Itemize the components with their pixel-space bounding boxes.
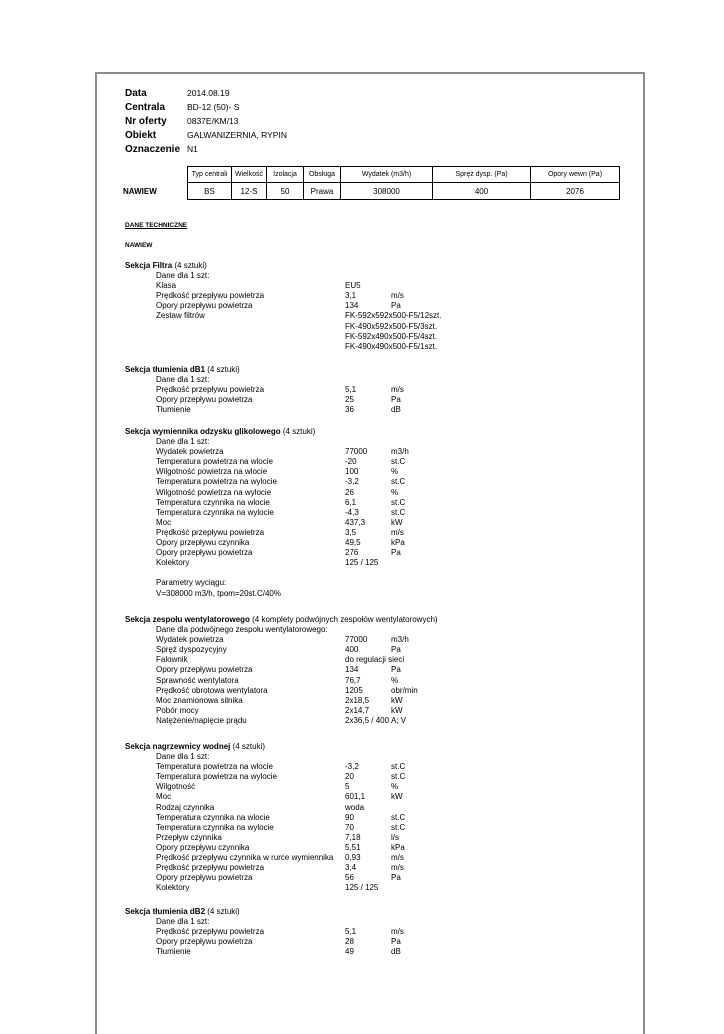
table-cell: 50 — [267, 183, 304, 200]
param-value: 3,4 — [345, 863, 357, 873]
table-cell: BS — [188, 183, 232, 200]
param-row — [125, 507, 406, 518]
param-value: do regulacji sieci — [345, 655, 405, 665]
param-row — [125, 477, 406, 487]
param-row — [125, 321, 438, 332]
param-row — [125, 437, 315, 447]
param-row — [125, 375, 240, 385]
param-unit: kPa — [391, 842, 405, 852]
param-row — [125, 696, 438, 706]
param-label: Dane dla 1 szt: — [156, 917, 210, 927]
param-unit: A; V — [391, 715, 407, 725]
param-row — [125, 341, 438, 352]
param-unit: st.C — [391, 507, 406, 517]
param-value: 3,5 — [345, 527, 357, 537]
param-row — [125, 706, 438, 716]
param-value: 134 — [345, 301, 359, 311]
section-0 — [125, 261, 442, 352]
param-label: Prędkość przepływu czynnika w rurce wymiennika — [156, 853, 334, 863]
param-value: 70 — [345, 822, 354, 832]
param-label: Spręż dyspozycyjny — [156, 645, 227, 655]
param-unit: st.C — [391, 812, 406, 822]
param-value: 276 — [345, 548, 359, 558]
param-row — [125, 927, 404, 937]
param-row — [125, 331, 438, 342]
header-value: 0837E/KM/13 — [187, 116, 239, 126]
param-row — [125, 802, 365, 813]
param-value: FK-490x592x500-F5/3szt. — [345, 321, 438, 331]
section-1 — [125, 365, 404, 415]
param-value: 437,3 — [345, 517, 366, 527]
param-label: Temperatura powietrza na wlocie — [156, 457, 273, 467]
header-label: Obiekt — [125, 130, 157, 141]
param-unit: dB — [391, 405, 401, 415]
param-label: Opory przepływu powietrza — [156, 937, 253, 947]
param-value: 36 — [345, 405, 354, 415]
header-row-obiekt — [125, 130, 287, 144]
param-row — [125, 548, 401, 558]
param-label: Wilgotność powietrza na wlocie — [156, 467, 268, 477]
param-label: Wilgotność powietrza na wylocie — [156, 487, 272, 497]
param-label: Wydatek powietrza — [156, 447, 224, 457]
header-row-data — [125, 88, 287, 102]
param-row — [125, 467, 399, 477]
section-title-text: Sekcja zespołu wentylatorowego — [125, 615, 250, 624]
param-row — [125, 497, 406, 508]
param-label: Temperatura czynnika na wylocie — [156, 507, 274, 517]
header-label: Oznaczenie — [125, 144, 181, 155]
section-title-extra: (4 sztuki) — [205, 907, 240, 916]
param-label: Temperatura powietrza na wylocie — [156, 772, 277, 782]
param-label: Prędkość przepływu powietrza — [156, 927, 265, 937]
param-unit: st.C — [391, 822, 406, 832]
param-row — [125, 883, 379, 893]
param-row — [125, 812, 406, 823]
param-row — [125, 762, 406, 772]
param-unit: Pa — [391, 645, 401, 655]
param-unit: m3/h — [391, 447, 409, 457]
param-unit: % — [391, 487, 399, 497]
param-row — [125, 716, 438, 726]
param-unit: m/s — [391, 863, 404, 873]
param-value: 5,1 — [345, 927, 357, 937]
param-label: Temperatura czynnika na wlocie — [156, 812, 270, 822]
param-value: 26 — [345, 487, 354, 497]
param-row — [125, 917, 240, 927]
param-row — [125, 635, 438, 645]
param-row — [125, 301, 401, 311]
param-value: 125 / 125 — [345, 558, 379, 568]
section-5 — [125, 907, 404, 957]
section-title — [125, 365, 240, 375]
param-label: Opory przepływu czynnika — [156, 538, 250, 548]
param-label: Moc znamionowa silnika — [156, 695, 243, 705]
table-header-cell: Typ centrali — [188, 167, 232, 183]
param-value: 77000 — [345, 447, 368, 457]
param-label: Temperatura czynnika na wylocie — [156, 822, 274, 832]
table-header-cell: Wydatek (m3/h) — [341, 167, 433, 183]
param-unit: st.C — [391, 497, 406, 507]
param-unit: kW — [391, 695, 403, 705]
section-title-extra: (4 sztuki) — [230, 742, 266, 751]
param-unit: Pa — [391, 301, 401, 311]
param-unit: m/s — [391, 291, 404, 301]
param-label: Wilgotność — [156, 782, 196, 792]
section-title-text: Sekcja Filtra — [125, 261, 173, 270]
param-row — [125, 792, 403, 802]
param-unit: m/s — [391, 385, 404, 395]
param-label: Dane dla 1 szt: — [156, 437, 210, 447]
table-cell: Prawa — [304, 183, 341, 200]
param-unit: Pa — [391, 395, 401, 405]
table-header-cell: Opory wewn (Pa) — [531, 167, 620, 183]
param-label: Opory przepływu czynnika — [156, 842, 250, 852]
section-title-text: Sekcja tłumienia dB2 — [125, 907, 206, 916]
param-label: Sprawność wentylatora — [156, 675, 239, 685]
section-3 — [125, 615, 438, 726]
section-note: Parametry wyciągu: — [156, 578, 227, 588]
param-value: 56 — [345, 873, 354, 883]
param-label: Prędkość obrotowa wentylatora — [156, 685, 268, 695]
header-block — [125, 88, 287, 158]
table-cell: 308000 — [341, 183, 433, 200]
param-value: FK-592x490x500-F5/4szt. — [345, 331, 438, 341]
table-header-cell: Spręż dysp. (Pa) — [433, 167, 531, 183]
summary-header-row — [123, 167, 620, 183]
param-row — [125, 517, 403, 528]
param-label: Rodzaj czynnika — [156, 802, 215, 812]
header-row-nr-oferty — [125, 116, 287, 130]
section-2 — [125, 427, 409, 599]
section-note — [125, 568, 315, 578]
param-row — [125, 271, 210, 281]
param-row — [125, 538, 405, 548]
header-row-centrala — [125, 102, 287, 116]
param-label: Prędkość przepływu powietrza — [156, 385, 265, 395]
param-unit: % — [391, 675, 399, 685]
param-value: 2x14,7 — [345, 705, 370, 715]
param-value: FK-490x490x500-F5/1szt. — [345, 341, 438, 351]
param-value: 6,1 — [345, 497, 357, 507]
param-value: -20 — [345, 457, 357, 467]
param-value: 3,1 — [345, 291, 357, 301]
param-unit: m/s — [391, 853, 404, 863]
param-unit: l/s — [391, 832, 399, 842]
param-label: Opory przepływu powietrza — [156, 395, 253, 405]
param-value: 0,93 — [345, 853, 361, 863]
table-header-cell: Izolacja — [267, 167, 304, 183]
param-value: 49,5 — [345, 538, 361, 548]
param-row — [125, 395, 401, 405]
param-row — [125, 782, 399, 792]
section-title-extra: (4 sztuki) — [280, 427, 316, 436]
table-corner — [123, 167, 188, 183]
param-row — [125, 527, 404, 538]
param-value: woda — [345, 802, 365, 812]
param-unit: kPa — [391, 538, 405, 548]
param-label: Moc — [156, 517, 172, 527]
param-label: Temperatura czynnika na wlocie — [156, 497, 270, 507]
section-title — [125, 907, 240, 917]
param-value: 125 / 125 — [345, 883, 379, 893]
param-label: Pobór mocy — [156, 705, 199, 715]
param-value: 90 — [345, 812, 354, 822]
param-value: 77000 — [345, 635, 368, 645]
param-value: 5 — [345, 782, 350, 792]
param-row — [125, 937, 401, 947]
param-value: FK-592x592x500-F5/12szt. — [345, 311, 442, 321]
param-value: -4,3 — [345, 507, 359, 517]
param-label: Temperatura powietrza na wlocie — [156, 762, 273, 772]
section-title-extra: (4 komplety podwójnych zespołów wentylatorowych) — [249, 615, 438, 624]
param-label: Prędkość przepływu powietrza — [156, 863, 265, 873]
param-unit: Pa — [391, 873, 401, 883]
summary-value-row — [123, 183, 620, 200]
param-row — [125, 625, 438, 635]
param-unit: obr/min — [391, 685, 418, 695]
param-label: Moc — [156, 792, 172, 802]
section-title — [125, 261, 207, 271]
header-label: Centrala — [125, 102, 166, 113]
param-unit: Pa — [391, 937, 401, 947]
param-value: -3,2 — [345, 477, 359, 487]
param-label: Natężenie/napięcie prądu — [156, 715, 247, 725]
param-row — [125, 947, 401, 957]
param-label: Klasa — [156, 281, 177, 291]
header-label: Data — [125, 88, 147, 99]
section-4 — [125, 742, 406, 893]
param-row — [125, 558, 379, 568]
param-row — [125, 291, 404, 301]
section-note: V=308000 m3/h, tpom=20st.C/40% — [156, 588, 281, 598]
param-row — [125, 457, 406, 467]
param-unit: kW — [391, 705, 403, 715]
param-value: 28 — [345, 937, 354, 947]
param-value: 49 — [345, 947, 354, 957]
param-unit: dB — [391, 947, 401, 957]
table-cell: 12-S — [232, 183, 267, 200]
param-value: 100 — [345, 467, 359, 477]
param-row — [125, 772, 406, 782]
param-value: EU5 — [345, 281, 361, 291]
section-title-text: Sekcja wymiennika odzysku glikolowego — [125, 427, 281, 436]
param-value: 25 — [345, 395, 354, 405]
param-unit: % — [391, 467, 399, 477]
section-title-extra: (4 sztuki) — [172, 261, 207, 270]
param-value: 2x18,5 — [345, 695, 370, 705]
param-row — [125, 853, 404, 863]
param-label: Opory przepływu powietrza — [156, 665, 253, 675]
section-title-extra: (4 sztuki) — [205, 365, 240, 374]
table-cell: 2076 — [531, 183, 620, 200]
param-unit: st.C — [391, 772, 406, 782]
param-value: 7,18 — [345, 832, 361, 842]
param-label: Falownik — [156, 655, 188, 665]
param-value: 76,7 — [345, 675, 361, 685]
param-unit: m3/h — [391, 635, 409, 645]
param-row — [125, 686, 438, 696]
param-label: Temperatura powietrza na wylocie — [156, 477, 277, 487]
param-label: Prędkość przepływu powietrza — [156, 527, 265, 537]
param-label: Dane dla 1 szt: — [156, 752, 210, 762]
section-title-text: Sekcja nagrzewnicy wodnej — [125, 742, 231, 751]
param-row — [125, 311, 442, 321]
header-value: GALWANIZERNIA, RYPIN — [187, 130, 287, 140]
param-row — [125, 645, 438, 655]
section-title-text: Sekcja tłumienia dB1 — [125, 365, 206, 374]
param-row — [125, 447, 409, 457]
dane-techniczne-title: DANE TECHNICZNE — [125, 222, 188, 229]
param-value: 601,1 — [345, 792, 366, 802]
nawiew-label: NAWIEW — [125, 242, 153, 249]
param-label: Kolektory — [156, 883, 190, 893]
param-label: Wydatek powietrza — [156, 635, 224, 645]
param-unit: st.C — [391, 477, 406, 487]
table-header-cell: Obsługa — [304, 167, 341, 183]
param-label: Opory przepływu powietrza — [156, 301, 253, 311]
param-value: 1205 — [345, 685, 363, 695]
param-value: 5,1 — [345, 385, 357, 395]
param-label: Tłumienie — [156, 405, 191, 415]
param-unit: m/s — [391, 527, 404, 537]
param-row — [125, 822, 406, 833]
param-row — [125, 832, 399, 843]
param-row — [125, 752, 265, 762]
section-title — [125, 427, 315, 437]
param-row — [125, 863, 404, 873]
table-header-cell: Wielkość — [232, 167, 267, 183]
param-unit: Pa — [391, 548, 401, 558]
param-unit: st.C — [391, 457, 406, 467]
param-label: Dane dla 1 szt: — [156, 271, 210, 281]
param-label: Prędkość przepływu powietrza — [156, 291, 265, 301]
param-value: 20 — [345, 772, 354, 782]
param-unit: st.C — [391, 762, 406, 772]
param-value: 400 — [345, 645, 359, 655]
param-label: Dane dla podwójnego zespołu wentylatorowego: — [156, 625, 328, 635]
header-row-oznaczenie — [125, 144, 287, 158]
param-value: 134 — [345, 665, 359, 675]
header-label: Nr oferty — [125, 116, 167, 127]
param-label: Dane dla 1 szt: — [156, 375, 210, 385]
param-unit: kW — [391, 517, 403, 527]
header-value: BD-12 (50)- S — [187, 102, 240, 112]
table-cell: 400 — [433, 183, 531, 200]
param-row — [125, 655, 438, 665]
header-value: 2014.08.19 — [187, 88, 230, 98]
param-value: 2x36,5 / 400 — [345, 715, 390, 725]
section-title — [125, 742, 265, 752]
param-row — [125, 487, 399, 498]
param-value: -3,2 — [345, 762, 359, 772]
param-row — [125, 842, 405, 853]
param-row — [125, 873, 401, 883]
param-row — [125, 676, 438, 686]
param-label: Kolektory — [156, 558, 190, 568]
param-row — [125, 281, 361, 291]
param-label: Tłumienie — [156, 947, 191, 957]
param-label: Opory przepływu powietrza — [156, 548, 253, 558]
summary-table — [123, 166, 620, 200]
param-row — [125, 665, 438, 675]
param-label: Przepływ czynnika — [156, 832, 222, 842]
table-row-label: NAWIEW — [123, 186, 157, 196]
param-unit: % — [391, 782, 399, 792]
param-label: Zestaw filtrów — [156, 311, 205, 321]
param-unit: Pa — [391, 665, 401, 675]
param-row — [125, 385, 404, 395]
param-label: Opory przepływu powietrza — [156, 873, 253, 883]
section-title — [125, 615, 438, 625]
param-value: 5,51 — [345, 842, 361, 852]
header-value: N1 — [187, 144, 198, 154]
param-row — [125, 405, 401, 415]
param-unit: kW — [391, 792, 403, 802]
param-unit: m/s — [391, 927, 404, 937]
